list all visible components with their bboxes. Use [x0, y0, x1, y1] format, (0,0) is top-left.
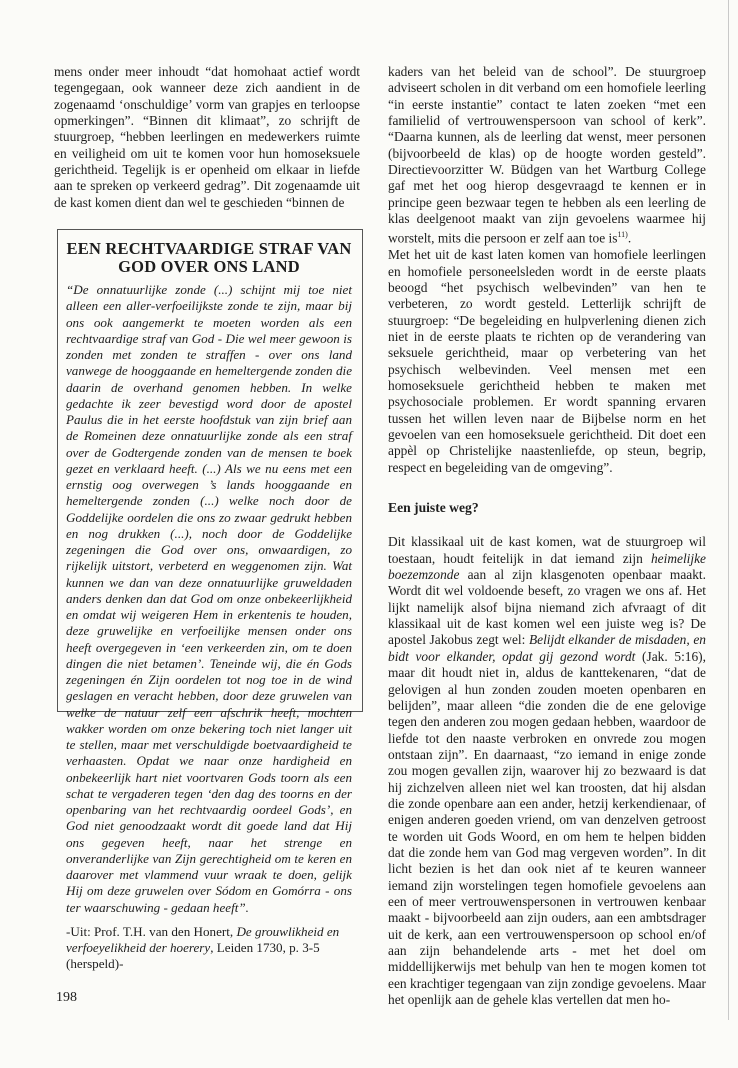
right-column — [388, 64, 706, 1008]
page-number: 198 — [56, 990, 77, 1005]
sidebar-quote: “De onnatuurlijke zonde (...) schijnt mij toe niet alleen een aller-verfoeilijkste zonde te zijn, maar bij ons ook aangemerkt te moeten worden als een rechtvaardige straf van God - Die wel meer gewoon is zonden met zonden te straffen - over ons land vanwege de hooggaande en hemeltergende zonden die daarin de overhand genomen hebben. In welke gedachte ik zeer bevestigd word door de apostel Paulus die in het eerste hoofdstuk van zijn brief aan de Romeinen deze onnatuurlijke zonde als een straf over de Godtergende zonden van de mensen te boek gezet en verklaard heeft. (...) Als we nu eens met een ernstig oog overwegen ’s lands hooggaande en hemeltergende zonden (...) welke noch door de Goddelijke oordelen die ons zo zwaar gedrukt hebben en nog drukken (...), noch door de Goddelijke zegeningen die God over ons, onwaardigen, zo rijkelijk uitstort, verbeterd en weggenomen zijn. Wat kunnen we dan van deze onnatuurlijke gruweldaden anders denken dan dat God om onze onbekeerlijkheid en omdat wij weigeren Hem in erkentenis te houden, deze gruwelijke en verfoeilijke mensen onder ons heeft overgegeven in ‘een verkeerden zin, om te doen dingen die niet betamen’. Teneinde wij, die én Gods zegeningen én Zijn oordelen tot nog toe in de wind geslagen en veracht hebben, door deze gruwelen van welke de natuur zelf een afschrik heeft, mochten wakker worden om onze bekering toch niet langer uit te stellen, maar met verschuldigde boetvaardigheid te verhaasten. Opdat we naar onze hardigheid en onbekeerlijk hart niet voortvaren Gods toorn als een schat te vergaderen tegen ‘den dag des toorns en der openbaring van het rechtvaardig oordeel Gods’, en God niet genoodzaakt wordt dit goede land dat Hij ons gegeven heeft, naar het strenge en onveranderlijke van Zijn gerechtigheid om te keren en daarover met vlammend vuur wraak te doen, gelijk Hij om deze gruwelen over Sódom en Gomórra - ons ter waarschuwing - gedaan heeft”. — [66, 282, 352, 915]
page-edge-rule — [728, 0, 729, 1020]
section-heading: Een juiste weg? — [388, 500, 479, 516]
sidebar-source — [66, 924, 352, 973]
sidebar-box — [57, 229, 363, 972]
right-paragraph-1-text: kaders van het beleid van de school”. De stuurgroep adviseert scholen in dit verband om een homofiele leerling “in eerste instantie” contact te laten zoeken “met een familielid of vertrouwenspersoon van school of kerk”. “Daarna kunnen, als de leerling dat wenst, meer personen (bijvoorbeeld de klas) op de hoogte worden gesteld”. Directievoorzitter W. Büdgen van het Wartburg College gaf met het oog hierop desgevraagd te kennen er in principe geen bezwaar tegen te hebben als een leerling de klas deelgenoot maakt van zijn gevoelens waarmee hij worstelt, mits die persoon er zelf aan toe is — [388, 64, 706, 246]
source-prefix: -Uit: Prof. T.H. van den Honert, — [66, 923, 237, 939]
right-paragraph-3 — [388, 534, 706, 1008]
p3-italic-2: Belijdt elkander de misdaden, en bidt voor elkander, opdat gij gezond wordt — [388, 632, 706, 664]
right-paragraph-1-end: . — [627, 230, 632, 246]
p3-text-2: aan al zijn klasgenoten openbaar maakt. Wordt dit wel voldoende beseft, zo vragen we ons af. Het lijkt namelijk alsof bijna niemand zich afvraagt of dit klassikaal uit de kast komen wel een juiste weg is? De apostel Jakobus zegt wel: — [388, 567, 706, 648]
p3-text-3: (Jak. 5:16), maar dit houdt niet in, aldus de kanttekenaren, “dat de gelovigen al hun zonden zouden moeten openbaren en belijden”, maar alleen “die zonden die de ene gelovige tegen den anderen zou mogen gedaan hebben, waardoor de liefde tot den naaste verbroken en onvrede zou mogen ontstaan zijn”. En daarnaast, “zo iemand in enige zonde zou mogen gevallen zijn, waarover hij zo bezwaard is dat hij zichzelven alleen niet wel kan troosten, dat hij alsdan die zonde openbare aan een ander, hetzij kerkendienaar, of enigen anderen goeden vriend, om van denzelven getroost te worden uit Gods Woord, en om hem te helpen bidden dat die zonde hem van God mag vergeven worden”. In dit licht bezien is het dan ook niet af te keuren wanneer iemand zijn worstelingen tegen homofiele gevoelens aan een of meer vertrouwenspersonen in vertrouwen kenbaar maakt - bijvoorbeeld aan zijn ouders, aan een ambtsdrager uit de kerk, aan een vertrouwenspersoon op school en/of aan zijn behandelende arts - met het doel om middellijkerwijs met behulp van hen te mogen komen tot een krachtiger tegengaan van zijn zondige gevoelens. Maar het openlijk aan de gehele klas vertellen dat men ho- — [388, 648, 706, 1008]
left-paragraph: mens onder meer inhoudt “dat homohaat actief wordt tegengegaan, ook wanneer deze zich aandient in de zogenaamd ‘onschuldige’ vorm van grapjes en terloopse opmerkingen”. “Binnen dit klimaat”, zo schrijft de stuurgroep, “hebben leerlingen en medewerkers ruimte en veiligheid om uit te komen voor hun homoseksuele gerichtheid. Tegelijk is er openheid om elkaar in liefde aan te spreken op verkeerd gedrag”. Dit zogenaamde uit de kast komen dient dan wel te geschieden “binnen de — [54, 64, 360, 210]
source-suffix: , Leiden 1730, p. 3-5 (herspeld)- — [66, 940, 320, 972]
p3-text-1: Dit klassikaal uit de kast komen, wat de stuurgroep wil toestaan, houdt feitelijk in dat iemand zijn — [388, 534, 706, 566]
footnote-reference: 11) — [617, 230, 628, 240]
right-paragraph-1 — [388, 64, 706, 247]
source-title: De grouwlikheid en verfoeyelikheid der hoerery — [66, 923, 340, 955]
left-column — [54, 64, 360, 211]
right-paragraph-2: Met het uit de kast laten komen van homofiele leerlingen en homofiele personeelsleden wordt in de eerste plaats beoogd “het psychisch welbevinden” van hen te verbeteren, zo wordt gesteld. Letterlijk schrijft de stuurgroep: “De begeleiding en hulpverlening dienen zich niet in de eerste plaats te richten op de verandering van seksuele gerichtheid, maar op verbetering van het psychisch welbevinden. Veel mensen met een homoseksuele gerichtheid hebben te maken met psychosociale problemen. Er wordt spanning ervaren tussen het willen leven naar de Bijbelse norm en het gevoelen van een homoseksuele gerichtheid. Dit doet een appèl op Christelijke naastenliefde, op steun, begrip, respect en begeleiding van de omgeving”. — [388, 247, 706, 475]
p3-italic-1: heimelijke boezemzonde — [388, 550, 706, 583]
sidebar-title: EEN RECHTVAARDIGE STRAF VAN GOD OVER ONS LAND — [66, 239, 352, 276]
